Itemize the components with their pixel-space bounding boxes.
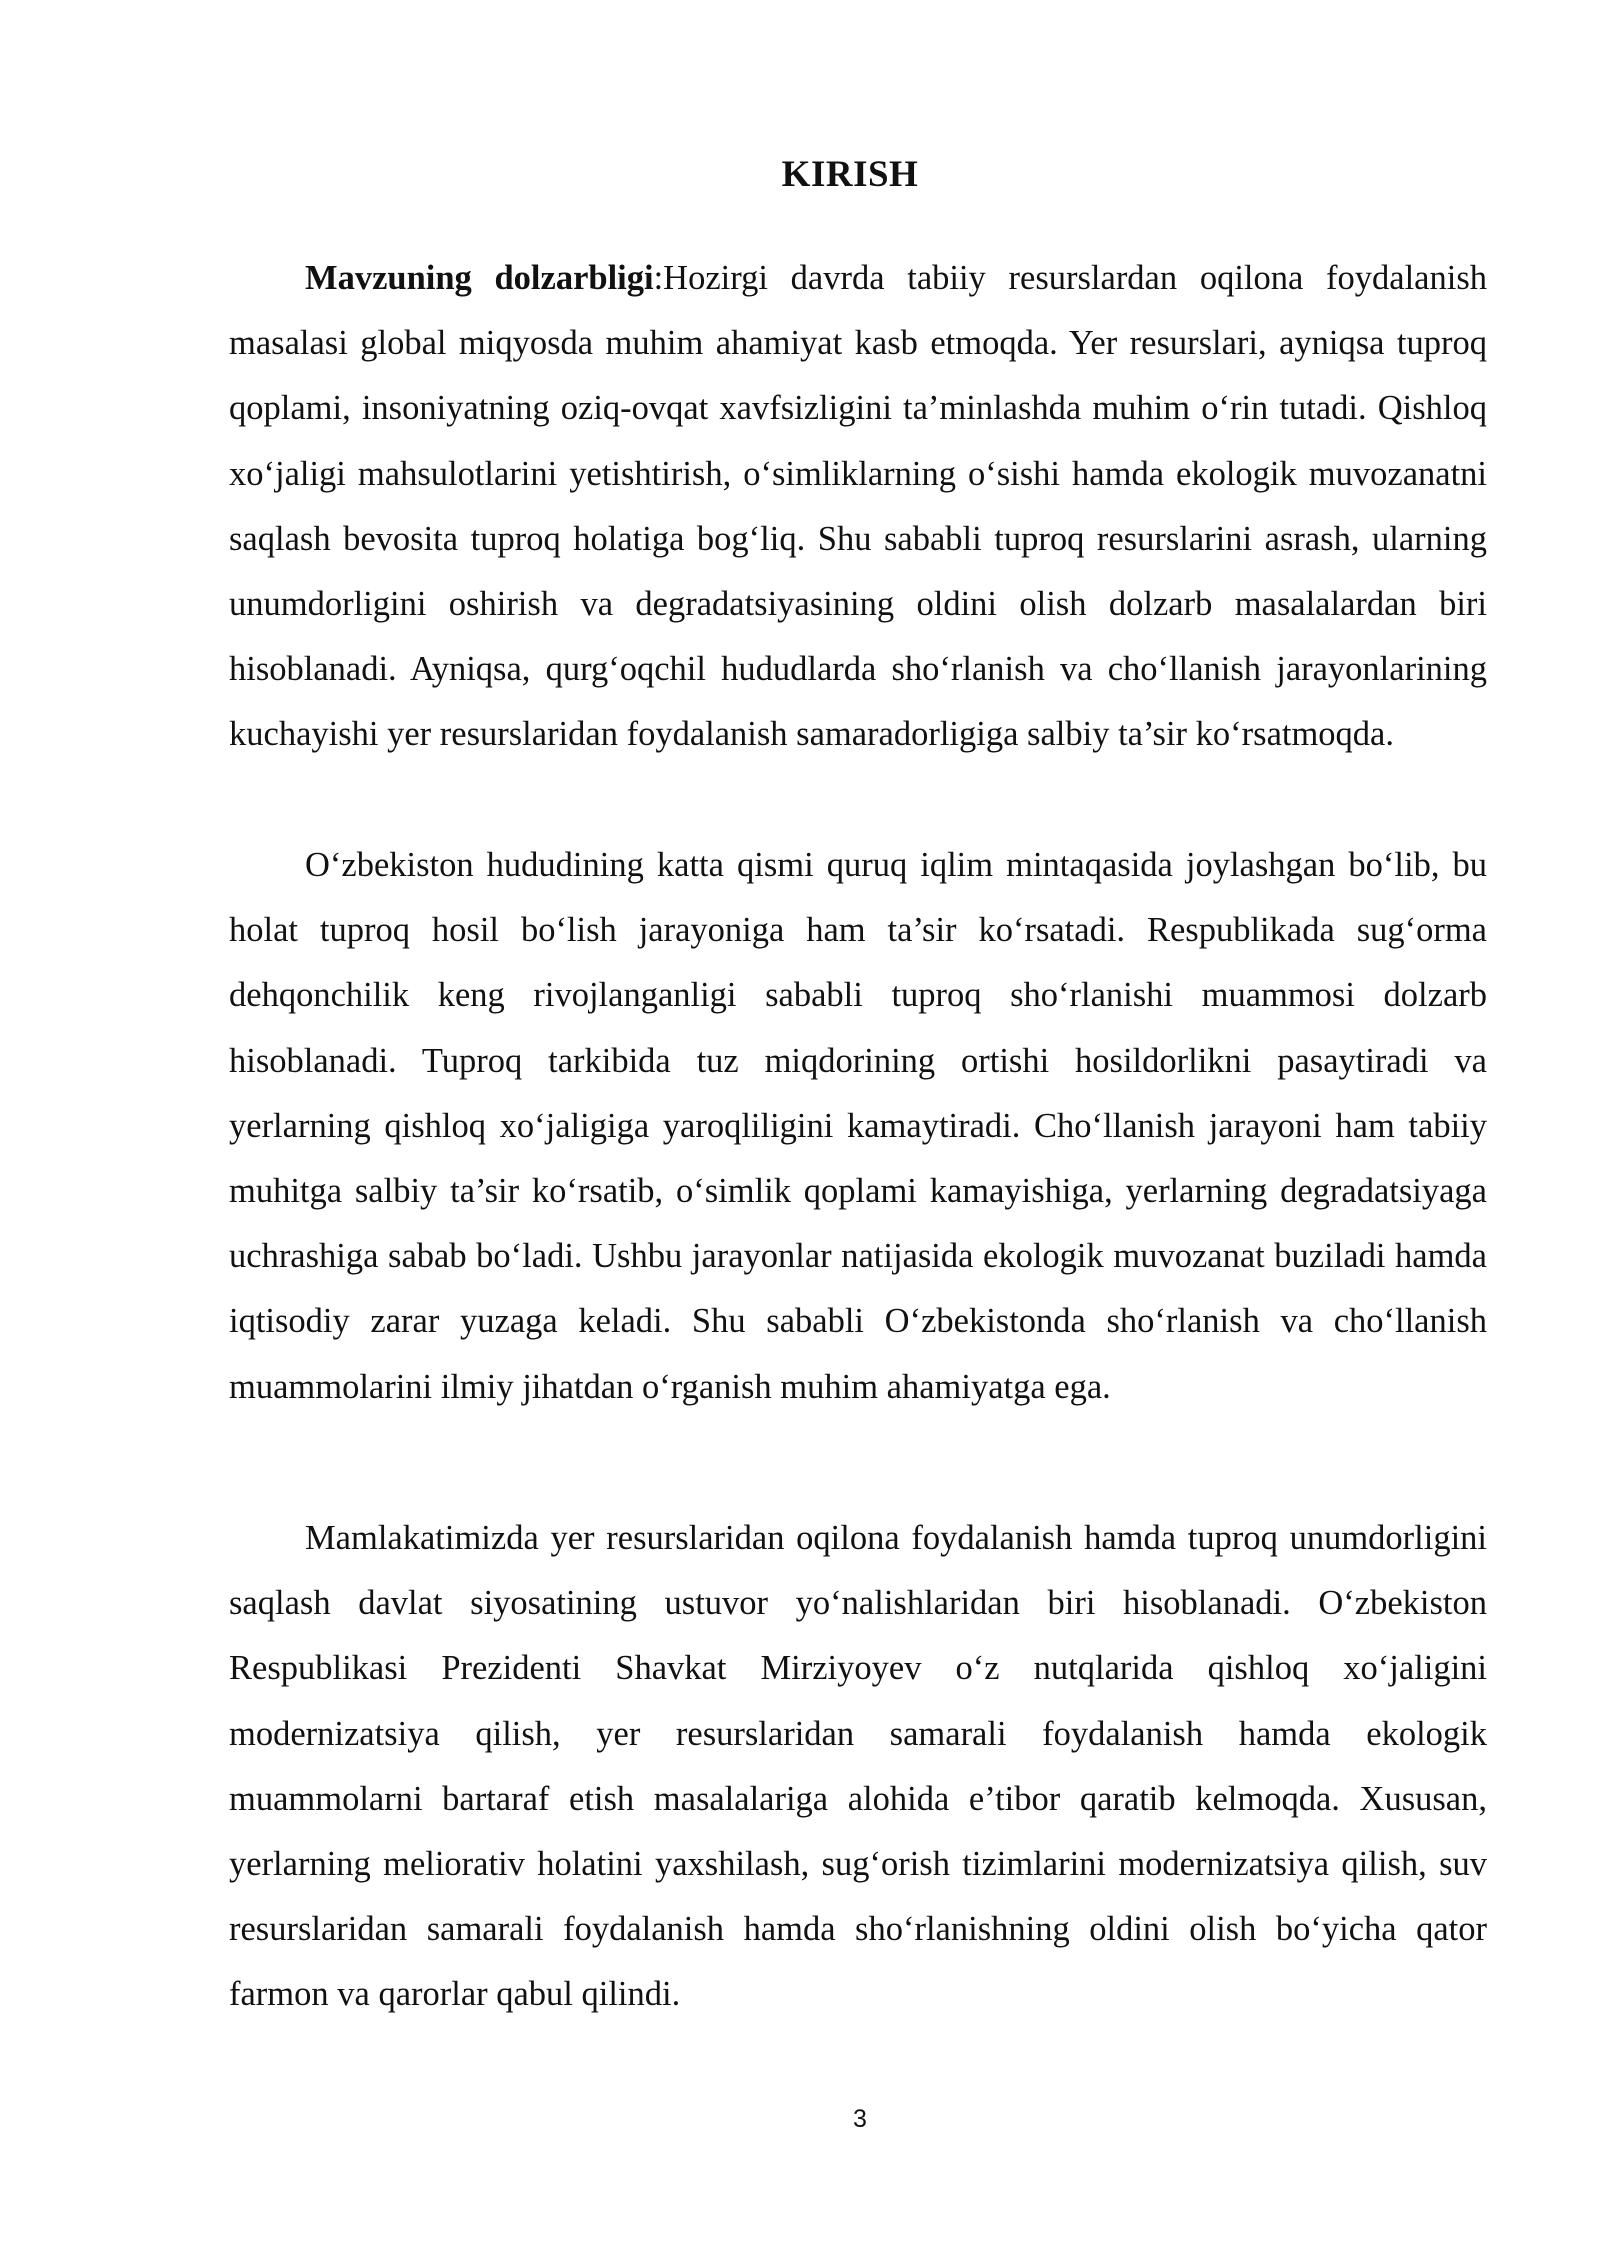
paragraph-text: :Hozirgi davrda tabiiy resurslardan oqilona foydalanish masalasi global miqyosda muhim ahamiyat kasb etmoqda. Yer resurslari, ayniqsa tuproq qoplami, insoniyatning oziq-ovqat xavfsizligini ta’minlashda muhim o‘rin tutadi. Qishloq xo‘jaligi mahsulotlarini yetishtirish, o‘simliklarning o‘sishi hamda ekologik muvozanatni saqlash bevosita tuproq holatiga bog‘liq. Shu sababli tuproq resurslarini asrash, ularning unumdorligini oshirish va degradatsiyasining oldini olish dolzarb masalalardan biri hisoblanadi. Ayniqsa, qurg‘oqchil hududlarda sho‘rlanish va cho‘llanish jarayonlarining kuchayishi yer resurslaridan foydalanish samaradorligiga salbiy ta’sir ko‘rsatmoqda. — [229, 259, 1487, 754]
paragraph-relevance — [229, 246, 1487, 768]
paragraph-state-policy — [229, 1506, 1487, 2028]
paragraph-text: O‘zbekiston hududining katta qismi quruq iqlim mintaqasida joylashgan bo‘lib, bu holat tuproq hosil bo‘lish jarayoniga ham ta’sir ko‘rsatadi. Respublikada sug‘orma dehqonchilik keng rivojlanganligi sababli tuproq sho‘rlanishi muammosi dolzarb hisoblanadi. Tuproq tarkibida tuz miqdorining ortishi hosildorlikni pasaytiradi va yerlarning qishloq xo‘jaligiga yaroqliligini kamaytiradi. Cho‘llanish jarayoni ham tabiiy muhitga salbiy ta’sir ko‘rsatib, o‘simlik qoplami kamayishiga, yerlarning degradatsiyaga uchrashiga sabab bo‘ladi. Ushbu jarayonlar natijasida ekologik muvozanat buziladi hamda iqtisodiy zarar yuzaga keladi. Shu sababli O‘zbekistonda sho‘rlanish va cho‘llanish muammolarini ilmiy jihatdan o‘rganish muhim ahamiyatga ega. — [229, 846, 1487, 1406]
page-number: 3 — [853, 2105, 867, 2133]
paragraph-lead: Mavzuning dolzarbligi — [305, 259, 654, 297]
document-title: KIRISH — [781, 154, 919, 195]
paragraph-text: Mamlakatimizda yer resurslaridan oqilona foydalanish hamda tuproq unumdorligini saqlash davlat siyosatining ustuvor yo‘nalishlaridan biri hisoblanadi. O‘zbekiston Respublikasi Prezidenti Shavkat Mirziyoyev o‘z nutqlarida qishloq xo‘jaligini modernizatsiya qilish, yer resurslaridan samarali foydalanish hamda ekologik muammolarni bartaraf etish masalalariga alohida e’tibor qaratib kelmoqda. Xususan, yerlarning meliorativ holatini yaxshilash, sug‘orish tizimlarini modernizatsiya qilish, suv resurslaridan samarali foydalanish hamda sho‘rlanishning oldini olish bo‘yicha qator farmon va qarorlar qabul qilindi. — [229, 1519, 1487, 2014]
paragraph-uzbekistan-climate — [229, 833, 1487, 1420]
